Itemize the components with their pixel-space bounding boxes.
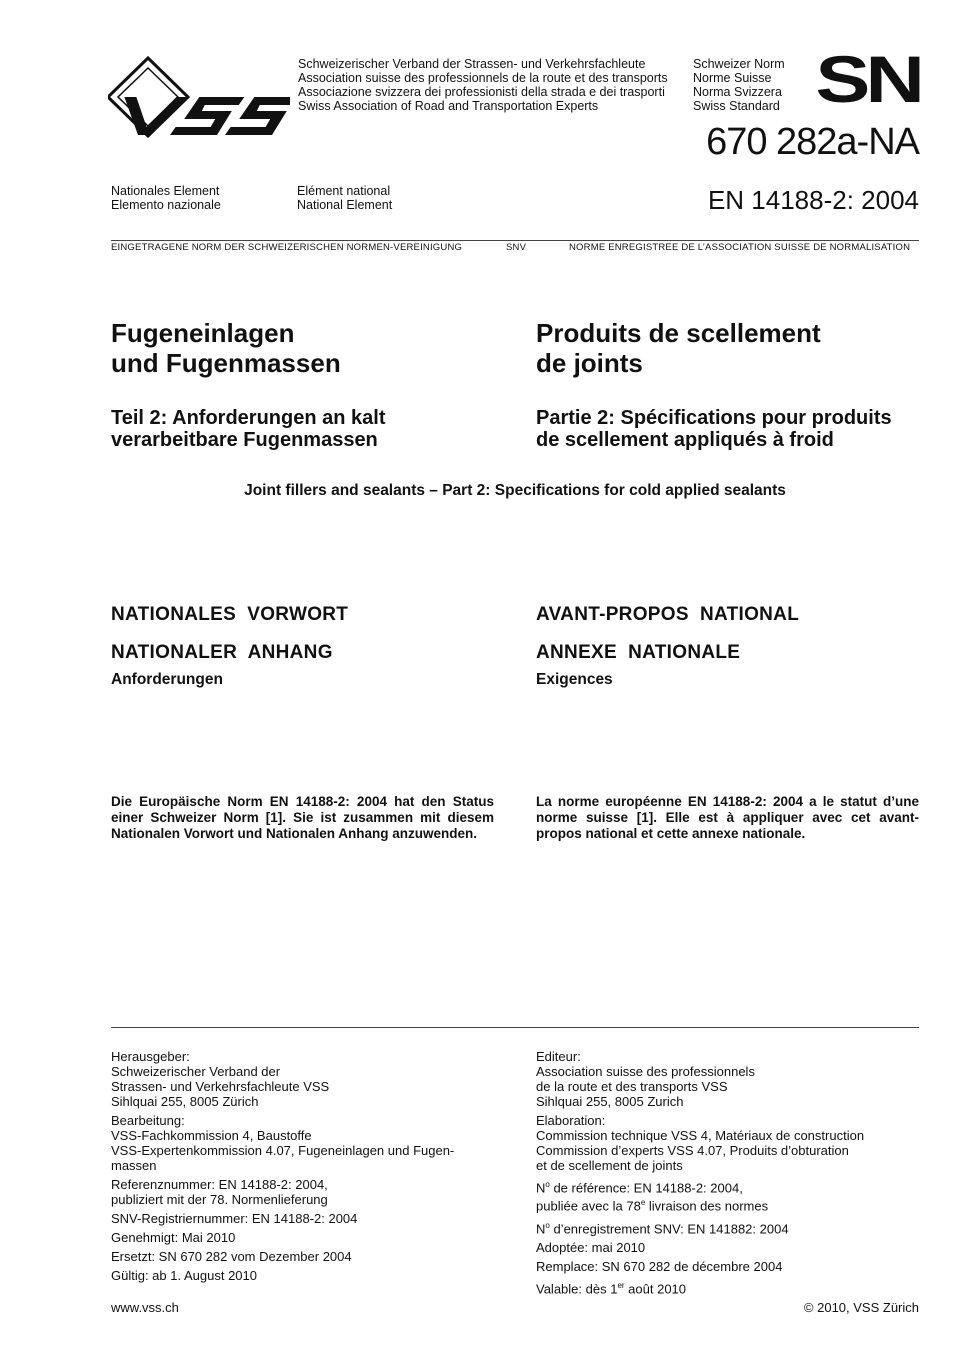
element-label-en: National Element [297,198,393,212]
reference-fr-post: de référence: EN 14188-2: 2004, [549,1180,743,1196]
annex-sub-fr: Exigences [536,671,613,688]
norm-label-fr: Norme Suisse [693,71,772,85]
footer-divider [111,1027,919,1028]
title-de-line1: Fugeneinlagen [111,318,295,348]
element-label-de: Nationales Element [111,184,220,198]
footer-de [111,1049,491,1287]
snv-fr-post: d’enregistrement SNV: EN 141882: 2004 [549,1220,789,1236]
association-fr: Association suisse des professionnels de la route et des transports [298,71,668,85]
publisher-fr-label: Editeur: [536,1049,581,1064]
element-labels-right [297,184,392,212]
title-de [111,318,341,378]
subtitle-de-line1: Teil 2: Anforderungen an kalt [111,407,386,429]
editing-de [111,1113,491,1173]
snv-fr-pre: N [536,1220,546,1236]
publisher-de-line2: Strassen- und Verkehrsfachleute VSS [111,1079,330,1094]
editing-fr-label: Elaboration: [536,1113,606,1128]
norm-label-de: Schweizer Norm [693,57,785,71]
replaces-de: Ersetzt: SN 670 282 vom Dezember 2004 [111,1249,352,1264]
reference2-fr-pre: publiée avec la 78 [536,1198,641,1214]
publisher-fr-address: Sihlquai 255, 8005 Zurich [536,1094,684,1109]
snv-fr [536,1218,919,1236]
annex-de: NATIONALER ANHANG [111,642,333,663]
reference-fr-line2 [536,1195,919,1213]
editing-fr [536,1113,919,1173]
vss-logo-icon [108,55,290,139]
publisher-de [111,1049,491,1109]
publisher-fr [536,1049,919,1109]
editing-de-line2: VSS-Expertenkommission 4.07, Fugeneinlagen und Fugen- [111,1143,455,1158]
title-en: Joint fillers and sealants – Part 2: Specifications for cold applied sealants [244,482,786,499]
valid-fr-pre: Valable: dès 1 [536,1281,618,1297]
reference-fr [536,1177,919,1214]
editing-de-line1: VSS-Fachkommission 4, Baustoffe [111,1128,312,1143]
norm-label-en: Swiss Standard [693,99,780,113]
snv-fr-sup: o [545,1220,550,1230]
en-number: EN 14188-2: 2004 [707,185,919,215]
publisher-fr-line1: Association suisse des professionnels [536,1064,755,1079]
editing-de-line3: massen [111,1158,157,1173]
replaces-fr: Remplace: SN 670 282 de décembre 2004 [536,1258,783,1274]
intro-de: Die Europäische Norm EN 14188-2: 2004 hat den Status einer Schweizer Norm [1]. Sie ist zusammen mit diesem Nationalen Vorwort und Nationalen Anhang anzuwenden. [111,794,494,841]
document-number: 670 282a-NA [706,121,919,163]
reference2-fr-post: livraison des normes [645,1198,769,1214]
reference-fr-pre: N [536,1180,546,1196]
valid-de: Gültig: ab 1. August 2010 [111,1268,257,1283]
association-de: Schweizerischer Verband der Strassen- und Verkehrsfachleute [298,57,646,71]
reference-fr-line1 [536,1177,919,1195]
association-it: Associazione svizzera dei professionisti della strada e dei trasporti [298,85,665,99]
registered-de: EINGETRAGENE NORM DER SCHWEIZERISCHEN NORMEN-VEREINIGUNG [111,242,463,253]
norm-label-it: Norma Svizzera [693,85,782,99]
vss-logo [108,55,290,139]
title-fr [536,318,821,378]
copyright: © 2010, VSS Zürich [803,1300,919,1315]
subtitle-fr [536,407,892,451]
publisher-fr-line2: de la route et des transports VSS [536,1079,728,1094]
subtitle-fr-line2: de scellement appliqués à froid [536,429,834,451]
registered-snv: SNV [506,242,527,253]
editing-fr-line3: et de scellement de joints [536,1158,683,1173]
editing-fr-line2: Commission d’experts VSS 4.07, Produits d’obturation [536,1143,849,1158]
association-names [298,57,668,113]
registered-fr: NORME ENREGISTREE DE L’ASSOCIATION SUISSE DE NORMALISATION [569,242,911,253]
publisher-de-line1: Schweizerischer Verband der [111,1064,281,1079]
publisher-de-address: Sihlquai 255, 8005 Zürich [111,1094,259,1109]
editing-de-label: Bearbeitung: [111,1113,185,1128]
annex-sub-de: Anforderungen [111,671,223,688]
norm-labels [693,57,785,113]
title-de-line2: und Fugenmassen [111,348,341,378]
subtitle-de [111,407,385,451]
annex-fr: ANNEXE NATIONALE [536,642,741,663]
foreword-de: NATIONALES VORWORT [111,604,349,625]
foreword-fr: AVANT-PROPOS NATIONAL [536,604,800,625]
intro-fr: La norme européenne EN 14188-2: 2004 a le statut d’une norme suisse [1]. Elle est à appliquer avec cet avant-propos national et cette annexe nationale. [536,794,919,841]
title-fr-line1: Produits de scellement [536,318,821,348]
reference-de-line2: publiziert mit der 78. Normenlieferung [111,1192,328,1207]
subtitle-de-line2: verarbeitbare Fugenmassen [111,429,378,451]
reference-de-line1: Referenznummer: EN 14188-2: 2004, [111,1177,328,1192]
valid-fr-post: août 2010 [624,1281,687,1297]
approved-de: Genehmigt: Mai 2010 [111,1230,236,1245]
element-label-it: Elemento nazionale [111,198,221,212]
reference-de [111,1177,491,1207]
element-labels-left [111,184,221,212]
valid-fr-sup: er [617,1280,625,1290]
association-en: Swiss Association of Road and Transportation Experts [298,99,599,113]
reference-fr-sup: o [545,1180,550,1189]
publisher-de-label: Herausgeber: [111,1049,190,1064]
title-fr-line2: de joints [536,348,643,378]
header-divider [111,240,919,241]
element-label-fr: Elément national [297,184,391,198]
valid-fr [536,1278,919,1296]
approved-fr: Adoptée: mai 2010 [536,1239,646,1255]
sn-mark: SN [815,42,920,116]
reference2-fr-sup: e [640,1198,646,1208]
editing-fr-line1: Commission technique VSS 4, Matériaux de construction [536,1128,865,1143]
subtitle-fr-line1: Partie 2: Spécifications pour produits [536,407,892,429]
footer-fr [536,1049,919,1300]
snv-de: SNV-Registriernummer: EN 14188-2: 2004 [111,1211,358,1226]
website-link[interactable]: www.vss.ch [111,1300,179,1315]
